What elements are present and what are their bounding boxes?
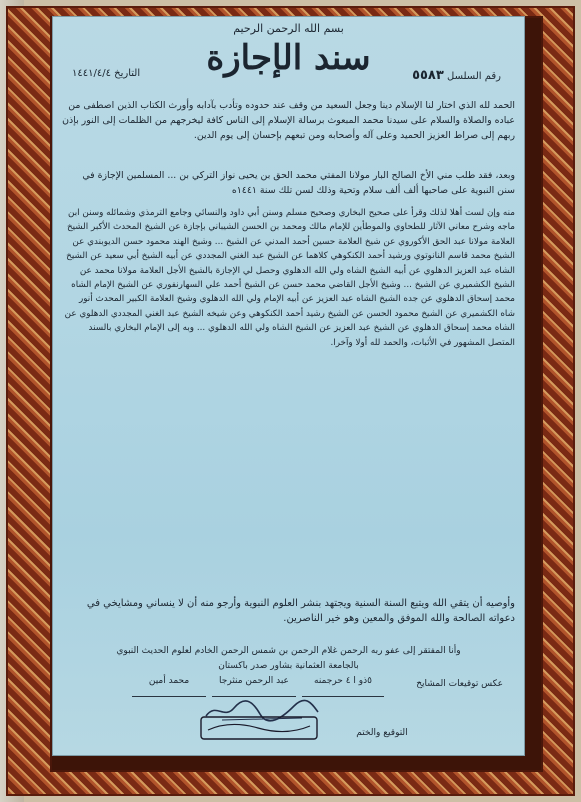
advice-paragraph: وأوصيه أن يتقي الله ويتبع السنة السنية ويجتهد بنشر العلوم النبوية وأرجو منه أن لا ينساني ومشايخي في دعواته الصالحة والله الموفق والمعين وهو خير الناصرين. — [86, 598, 515, 624]
serial-number — [412, 68, 501, 83]
serial-label: رقم السلسل — [447, 71, 501, 82]
date-label: التاريخ — [114, 68, 141, 79]
serial-value: ٥٥٨٣ — [412, 68, 444, 83]
issuer-paragraph: وأنا المفتقر إلى عفو ربه الرحمن غلام الرحمن بن شمس الرحمن الخادم لعلوم الحديث النبوي — [116, 646, 461, 656]
date-value: ١٤٤١/٤/٤ — [72, 68, 111, 79]
official-seal-stamp — [200, 716, 318, 740]
basmala: بسم الله الرحمن الرحيم — [233, 22, 344, 35]
seal-graphic — [200, 716, 318, 740]
signature-slot-2: عبد الرحمن منثرجا — [212, 676, 296, 697]
praise-paragraph: الحمد لله الذي اختار لنا الإسلام دينا وجعل السعيد من وقف عند حدوده وتأدب بآدابه وأورث الكتاب الذين اصطفى من عباده والصلاة والسلام على سيدنا محمد المبعوث برسالة الإسلام إلى الناس كافة ليخرجهم من الظلمات إلى النور بإذن ربهم إلى صراط العزيز الحميد وعلى آله وأصحابه ومن تبعهم بإحسان إلى يوم الدين. — [62, 100, 515, 142]
stamp-label: التوقيع والختم — [356, 728, 408, 738]
chain-of-narration-paragraph: منه وإن لست أهلا لذلك وقرأ على صحيح البخاري وصحيح مسلم وسنن أبي داود والنسائي وجامع الترمذي وشمائله وسنن ابن ماجه وشرح معاني الآثار للطحاوي والموطأين للإمام مالك ومحمد بن الحسن الشيباني بإجازة عن الشيخ المحدث الأكبر الشيخ العلامة مولانا عبد الحق الأكوروي عن شيخ العلامة حسين أحمد المدني عن الشيخ ... وشيخ الهند محمود حسن الديوبندي عن الشيخ محمد قاسم النانوتوي ورشيد أحمد الكنكوهي كلاهما عن الشيخ عبد الغني المجددي عن أبيه الشيخ أبي سعيد عن الشيخ الشاه عبد العزيز الدهلوي عن أبيه الشيخ الشاه ولي الله الدهلوي وحصل لي الإجازة بالشيخ الأجل العلامة مولانا محمد عن الشيخ الكشميري عن الشيخ ... وشيخ الأجل القاضي محمد حسن عن الشيخ أحمد علي السهارنفوري عن الشيخ الإمام الشاه محمد إسحاق الدهلوي عن جده الشيخ الشاه عبد العزيز عن أبيه الإمام ولي الله الدهلوي وشيخ العلامة الكبير المحدث أنور شاه الكشميري عن الشيخ محمود الحسن عن الشيخ رشيد أحمد الكنكوهي وعن شيخه الشيخ عبد الغني المجددي الدهلوي عن الشاه محمد إسحاق الدهلوي عن الشيخ عبد العزيز عن الشيخ الشاه ولي الله الدهلوي ... وبه إلى الإمام البخاري بالسند المتصل المشهور في الأثبات، والحمد لله أولا وآخرا. — [64, 208, 515, 348]
certificate-paper — [52, 16, 525, 756]
signatures-label: عكس توقيعات المشايخ — [416, 679, 503, 689]
certificate-title: سند الإجازة — [206, 38, 371, 78]
signature-slot-3: محمد أمين — [132, 676, 206, 697]
signature-slot-1: ٥ذو ا ٤ حرجمنه — [302, 676, 384, 697]
request-paragraph: وبعد، فقد طلب مني الأخ الصالح البار مولانا المفتي محمد الحق بن يحيى نواز التركي بن ... المسلمين الإجازة في سنن النبوية على صاحبها ألف ألف سلام وتحية وذلك لسن تلك سنة ١٤٤١ه — [82, 170, 515, 197]
date-line — [72, 68, 140, 79]
institution-line: بالجامعة العثمانية بشاور صدر باكستان — [218, 661, 359, 671]
